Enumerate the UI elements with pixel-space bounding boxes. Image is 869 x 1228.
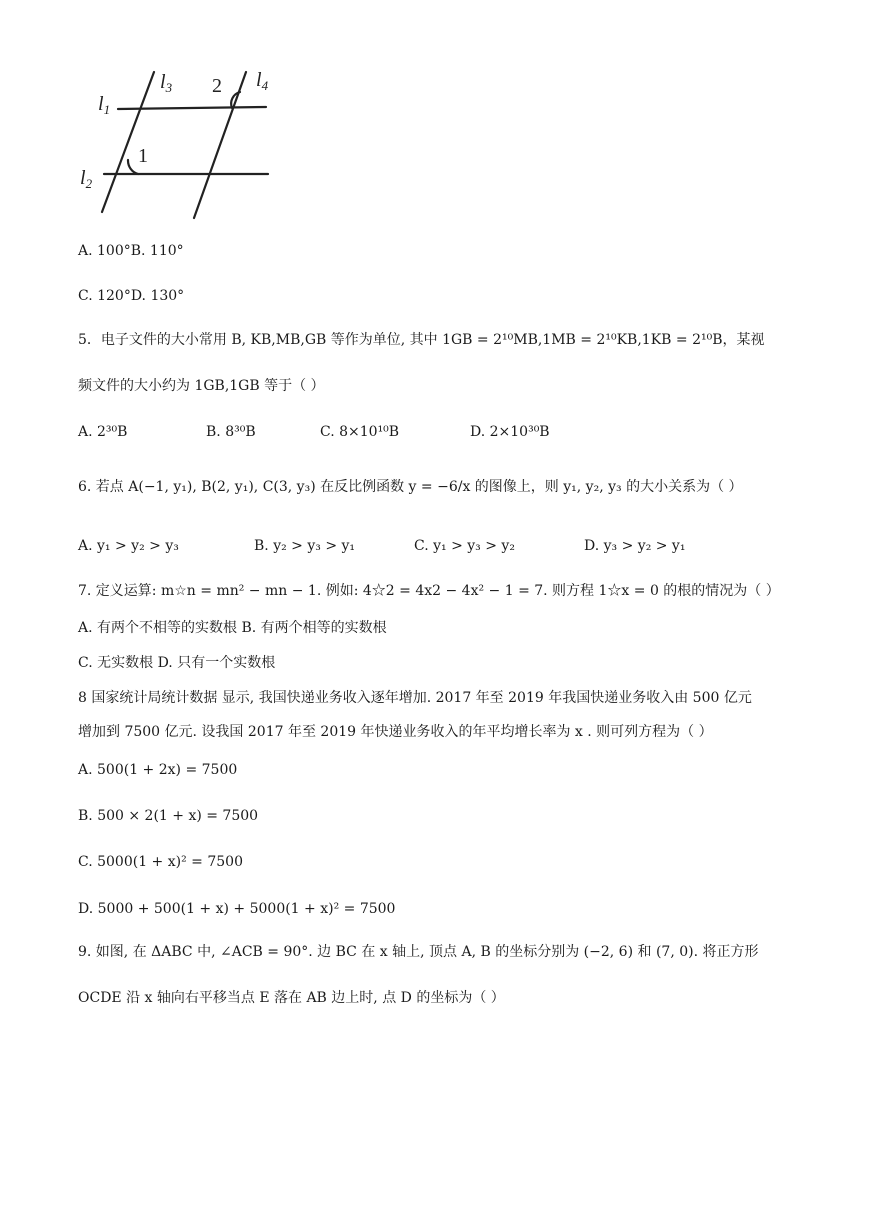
label-l3: $l_3$ <box>160 71 173 95</box>
q8-option-a: A. 500(1 + 2x) = 7500 <box>78 762 238 778</box>
label-angle-1: 1 <box>138 145 148 167</box>
q5-options <box>78 421 550 443</box>
label-l4: $l_4$ <box>256 69 269 93</box>
q7-stem: 7. 定义运算: m☆n = mn² − mn − 1. 例如: 4☆2 = 4x2 − 4x² − 1 = 7. 则方程 1☆x = 0 的根的情况为（ ） <box>78 583 780 599</box>
parallel-lines-figure <box>76 62 280 224</box>
q6-option-a: A. y₁ > y₂ > y₃ <box>78 538 179 554</box>
q5-option-d: D. 2×10³⁰B <box>470 424 550 440</box>
label-angle-2: 2 <box>212 75 222 97</box>
q8-option-b: B. 500 × 2(1 + x) = 7500 <box>78 808 259 824</box>
q5-option-a: A. 2³⁰B <box>78 424 128 440</box>
parallel-lines-diagram <box>76 62 280 224</box>
line-l3 <box>102 72 154 212</box>
angle-1-arc <box>128 160 138 174</box>
label-l2: $l_2$ <box>80 167 93 191</box>
q6-option-c: C. y₁ > y₃ > y₂ <box>414 538 515 554</box>
q5-option-c: C. 8×10¹⁰B <box>320 424 400 440</box>
q5-option-b: B. 8³⁰B <box>206 424 256 440</box>
q6-option-b: B. y₂ > y₃ > y₁ <box>254 538 356 554</box>
q8-stem-line-1: 8 国家统计局统计数据 显示, 我国快递业务收入逐年增加. 2017 年至 2019 年我国快递业务收入由 500 亿元 <box>78 690 752 706</box>
q7-options-cd: C. 无实数根 D. 只有一个实数根 <box>78 655 276 671</box>
q4-option-line-1: A. 100°B. 110° <box>78 243 184 259</box>
q6-option-d: D. y₃ > y₂ > y₁ <box>584 538 686 554</box>
q5-stem-line-2: 频文件的大小约为 1GB,1GB 等于（ ） <box>78 378 325 394</box>
q5-stem-line-1: 5．电子文件的大小常用 B, KB,MB,GB 等作为单位, 其中 1GB = 2¹⁰MB,1MB = 2¹⁰KB,1KB = 2¹⁰B，某视 <box>78 332 765 348</box>
q8-stem-line-2: 增加到 7500 亿元. 设我国 2017 年至 2019 年快递业务收入的年平均增长率为 x . 则可列方程为（ ） <box>78 724 713 740</box>
q9-stem-line-2: OCDE 沿 x 轴向右平移当点 E 落在 AB 边上时, 点 D 的坐标为（ ） <box>78 990 505 1006</box>
q4-option-line-2: C. 120°D. 130° <box>78 288 185 304</box>
label-l1: $l_1$ <box>98 93 111 117</box>
q6-options <box>78 535 685 557</box>
q8-option-d: D. 5000 + 500(1 + x) + 5000(1 + x)² = 7500 <box>78 901 396 917</box>
q6-stem: 6. 若点 A(−1, y₁), B(2, y₁), C(3, y₃) 在反比例函数 y = −6/x 的图像上，则 y₁, y₂, y₃ 的大小关系为（ ） <box>78 479 743 495</box>
q8-option-c: C. 5000(1 + x)² = 7500 <box>78 854 243 870</box>
q7-options-ab: A. 有两个不相等的实数根 B. 有两个相等的实数根 <box>78 620 387 636</box>
q4-options-cd <box>78 285 184 307</box>
q4-options-ab <box>78 240 184 262</box>
q9-stem-line-1: 9. 如图, 在 ΔABC 中, ∠ACB = 90°. 边 BC 在 x 轴上, 顶点 A, B 的坐标分别为 (−2, 6) 和 (7, 0). 将正方形 <box>78 944 759 960</box>
